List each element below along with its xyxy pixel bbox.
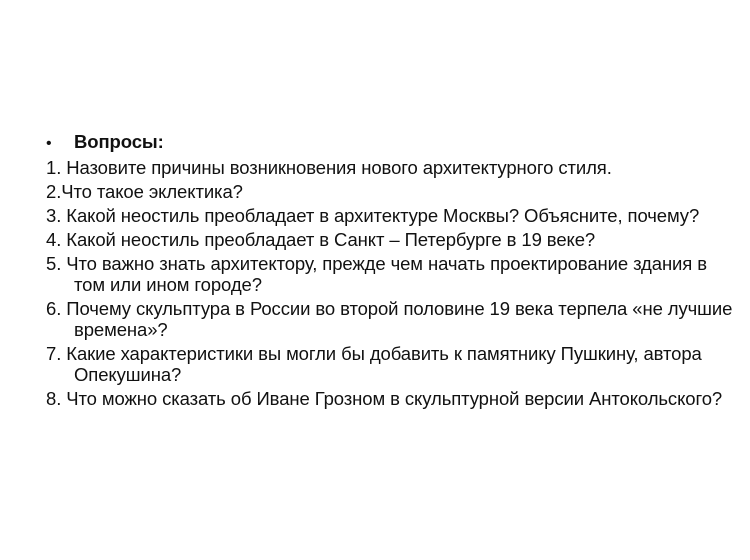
heading-row <box>46 131 736 154</box>
question-item-1: 1. Назовите причины возникновения нового архитектурного стиля. <box>46 157 612 178</box>
question-item-5: 5. Что важно знать архитектору, прежде чем начать проектирование здания в том или ином городе? <box>46 253 707 295</box>
question-item-8: 8. Что можно сказать об Иване Грозном в скульптурной версии Антокольского? <box>46 388 723 409</box>
question-item-6: 6. Почему скульптура в России во второй половине 19 века терпела «не лучшие времена»? <box>46 298 733 340</box>
bullet-icon: • <box>46 135 52 152</box>
question-item-2: 2.Что такое эклектика? <box>46 181 243 202</box>
questions-heading: Вопросы: <box>74 131 164 152</box>
question-item-3: 3. Какой неостиль преобладает в архитектуре Москвы? Объясните, почему? <box>46 205 700 226</box>
question-item-7: 7. Какие характеристики вы могли бы добавить к памятнику Пушкину, автора Опекушина? <box>46 343 702 385</box>
question-item-4: 4. Какой неостиль преобладает в Санкт – Петербурге в 19 веке? <box>46 229 596 250</box>
questions-block <box>46 131 736 412</box>
